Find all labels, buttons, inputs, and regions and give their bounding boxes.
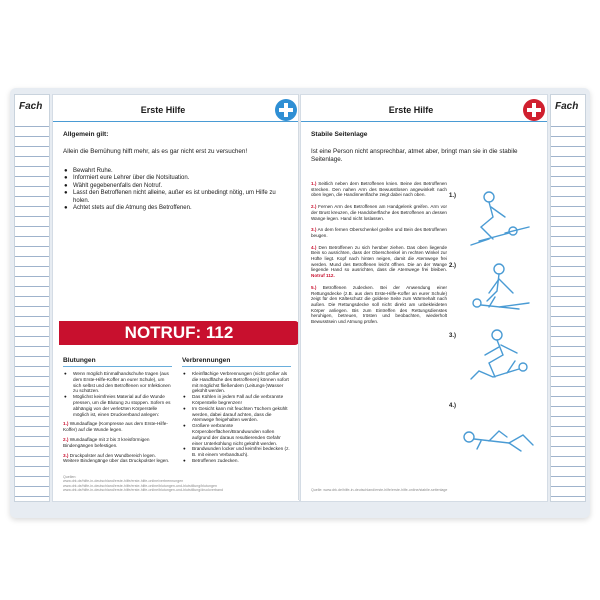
step-number: 3.) (311, 227, 317, 233)
source-line: www.drk.de/hilfe-in-deutschland/erste-hilfe/erste-hilfe-online/blutungen-und-blutstillung/blutungen (63, 483, 218, 488)
right-page-title: Erste Hilfe (388, 105, 434, 115)
figure-label: 3.) (449, 333, 457, 339)
bleeding-list (63, 371, 172, 417)
right-page (300, 94, 548, 502)
bleeding-step (63, 453, 172, 465)
helper-kneeling-illustration (459, 187, 539, 249)
step-text: Den Betroffenen zu sich herüber ziehen. Das oben liegende Bein so ausrichten, dass der Oberschenkel im rechten Winkel zur Hüfte liegt. Kopf nach hinten neigen, damit die Atemwege frei werden. Mund des Betroffenen leicht öffnen. Die an der Wange liegende Hand so ausrichten, dass die Atemwege frei bleiben. (311, 244, 447, 273)
rule-item: ● Informiert eure Lehrer über die Notsituation. (73, 175, 289, 182)
bleeding-item: ● Wenn möglich Einmalhandschuhe tragen (aus dem Erste-Hilfe-Koffer an eurer Schule), um sich selbst und den Betroffenen vor Infektionen zu schützen. (73, 371, 172, 394)
step-number: 4.) (311, 244, 317, 250)
burns-item: ● Das Kühlen in jedem Fall auf die verbrannte Körperstelle begrenzen! (192, 394, 291, 406)
blue-medical-cross-icon (275, 99, 297, 121)
recovery-illustrations (451, 187, 539, 467)
general-rules-list (63, 168, 289, 212)
right-tab-lines (551, 117, 585, 501)
step-number: 2.) (311, 204, 317, 210)
booklet (10, 88, 590, 518)
rule-item: ● Achtet stets auf die Atmung des Betroffenen. (73, 205, 289, 212)
figure-label: 1.) (449, 193, 457, 199)
recovery-lead: Ist eine Person nicht ansprechbar, atmet aber, bringt man sie in die stabile Seitenlage. (311, 148, 518, 163)
illustration-4 (451, 397, 539, 461)
step-emphasis: Notruf 112. (311, 273, 335, 279)
recovery-heading: Stabile Seitenlage (311, 131, 368, 138)
left-page-header (53, 103, 299, 122)
rule-item: ● Wählt gegebenenfalls den Notruf. (73, 183, 289, 190)
recovery-position-illustration (459, 397, 539, 459)
general-rules (63, 131, 289, 212)
recovery-step (311, 245, 447, 279)
bleeding-column (63, 357, 172, 464)
figure-label: 2.) (449, 263, 457, 269)
step-number: 3.) (63, 452, 69, 458)
left-tab-strip (14, 94, 50, 502)
step-number: 5.) (311, 284, 317, 290)
step-number: 1.) (311, 181, 317, 186)
left-page (52, 94, 300, 502)
step-text: Betroffenen zudecken. Bei der Anwendung einer Rettungsdecke (z.B. aus dem Erste-Hilfe-Koffer an eurer Schule) zeigt für den Kälteschutz die goldene Seite zum Wärmehalt nach außen. Die Rettungsdecke soll nicht direkt am unbekleideten Körper anliegen. Bis zum Eintreffen des Rettungsdienstes heruhigen, betreuen, trösten und beobachten, wiederholt Bewusstsein und Atmung prüfen. (311, 284, 447, 325)
rule-item: ● Bewahrt Ruhe. (73, 168, 289, 175)
rule-item: ● Lasst den Betroffenen nicht alleine, außer es ist unbedingt nötig, um Hilfe zu holen. (73, 190, 289, 205)
step-text: Seitlich neben dem Betroffenen knien. Beine des Betroffenen strecken. Den nahen Arm des Bewusstlosen angewinkelt nach oben legen, die Handinnenfläche zeigt dabei nach oben. (311, 181, 447, 198)
recovery-position-intro (311, 131, 537, 164)
illustration-1 (451, 187, 539, 251)
bleeding-heading: Blutungen (63, 357, 172, 367)
source-line: Quellen: (63, 474, 77, 479)
recovery-step (311, 181, 447, 198)
step-text: Wundauflage (Kompresse aus dem Erste-Hilfe-Koffer) auf die Wunde legen. (63, 421, 168, 433)
leg-bending-illustration (459, 327, 539, 389)
burns-item: ● Kleinflächige Verbrennungen (nicht größer als die Handfläche des Betroffenen) können sofort mit möglichst fließendem (Leitungs-)Wasser gekühlt werden. (192, 371, 291, 394)
right-tab-strip (550, 94, 586, 502)
emergency-number-banner: NOTRUF: 112 (59, 321, 299, 345)
source-line: www.drk.de/hilfe-in-deutschland/erste-hilfe/erste-hilfe-online/blutungen-und-blutstillung/druckverband (63, 488, 224, 493)
right-page-header (301, 103, 547, 122)
recovery-step (311, 227, 447, 238)
recovery-step (311, 204, 447, 221)
burns-column (182, 357, 291, 464)
burns-item: ● Brandwunden locker und keimfrei bedecken (z. B. mit einem Verbandtuch). (192, 446, 291, 458)
right-tab-title: Fach (555, 101, 579, 112)
step-text: An dem fernen Oberschenkel greifen und Bein des Betroffenen beugen. (311, 227, 447, 238)
bleeding-item: ● Möglichst keimfreies Material auf die Wunde pressen, um die Blutung zu stoppen. Sofern es abhängig von der verletzten Körperstelle möglich ist, einen Druckverband anlegen: (73, 394, 172, 417)
red-medical-cross-icon (523, 99, 545, 121)
step-text: Fernen Arm des Betroffenen am Handgelenk greifen. Arm vor der Brust kreuzen, die Handoberfläche des Betroffenen an dessen Wange legen. Hand nicht loslassen. (311, 204, 448, 221)
illustration-3 (451, 327, 539, 391)
recovery-steps (311, 181, 447, 331)
source-line: www.drk.de/hilfe-in-deutschland/erste-hilfe/erste-hilfe-online/verbrennungen (63, 479, 184, 484)
left-columns (63, 357, 291, 464)
step-text: Wundauflage mit 2 bis 3 kreisförmigen Bindengängen befestigen. (63, 436, 150, 448)
burns-heading: Verbrennungen (182, 357, 291, 367)
burns-list (182, 371, 291, 464)
illustration-2 (451, 257, 539, 321)
burns-item: ● Betroffenen zudecken. (192, 458, 291, 464)
burns-item: ● Größere verbrannte Körperoberflächen/Brandwunden sollen aufgrund der daraus resultierenden Gefahr einer Unterkühlung nicht gekühlt werden. (192, 423, 291, 446)
step-number: 2.) (63, 436, 69, 442)
left-page-title: Erste Hilfe (140, 105, 186, 115)
general-heading: Allgemein gilt: (63, 131, 109, 138)
general-lead: Allein die Bemühung hilft mehr, als es gar nicht erst zu versuchen! (63, 148, 248, 155)
left-tab-title: Fach (19, 101, 43, 112)
right-source: Quelle: www.drk.de/hilfe-in-deutschland/erste-hilfe/erste-hilfe-online/stabile-seitenlage (311, 488, 448, 493)
arm-crossing-illustration (459, 257, 539, 319)
bleeding-step (63, 437, 172, 449)
left-tab-lines (15, 117, 49, 501)
bleeding-step (63, 421, 172, 433)
step-number: 1.) (63, 421, 69, 427)
burns-item: ● Im Gesicht kann mit feuchten Tüchern gekühlt werden, dabei darauf achten, dass die Atemwege freigehalten werden. (192, 406, 291, 423)
step-text: Druckpolster auf den Wundbereich legen. Weitere Bindengänge über das Druckpolster legen. (63, 452, 170, 464)
figure-label: 4.) (449, 403, 457, 409)
left-sources (63, 475, 289, 493)
recovery-step (311, 285, 447, 325)
